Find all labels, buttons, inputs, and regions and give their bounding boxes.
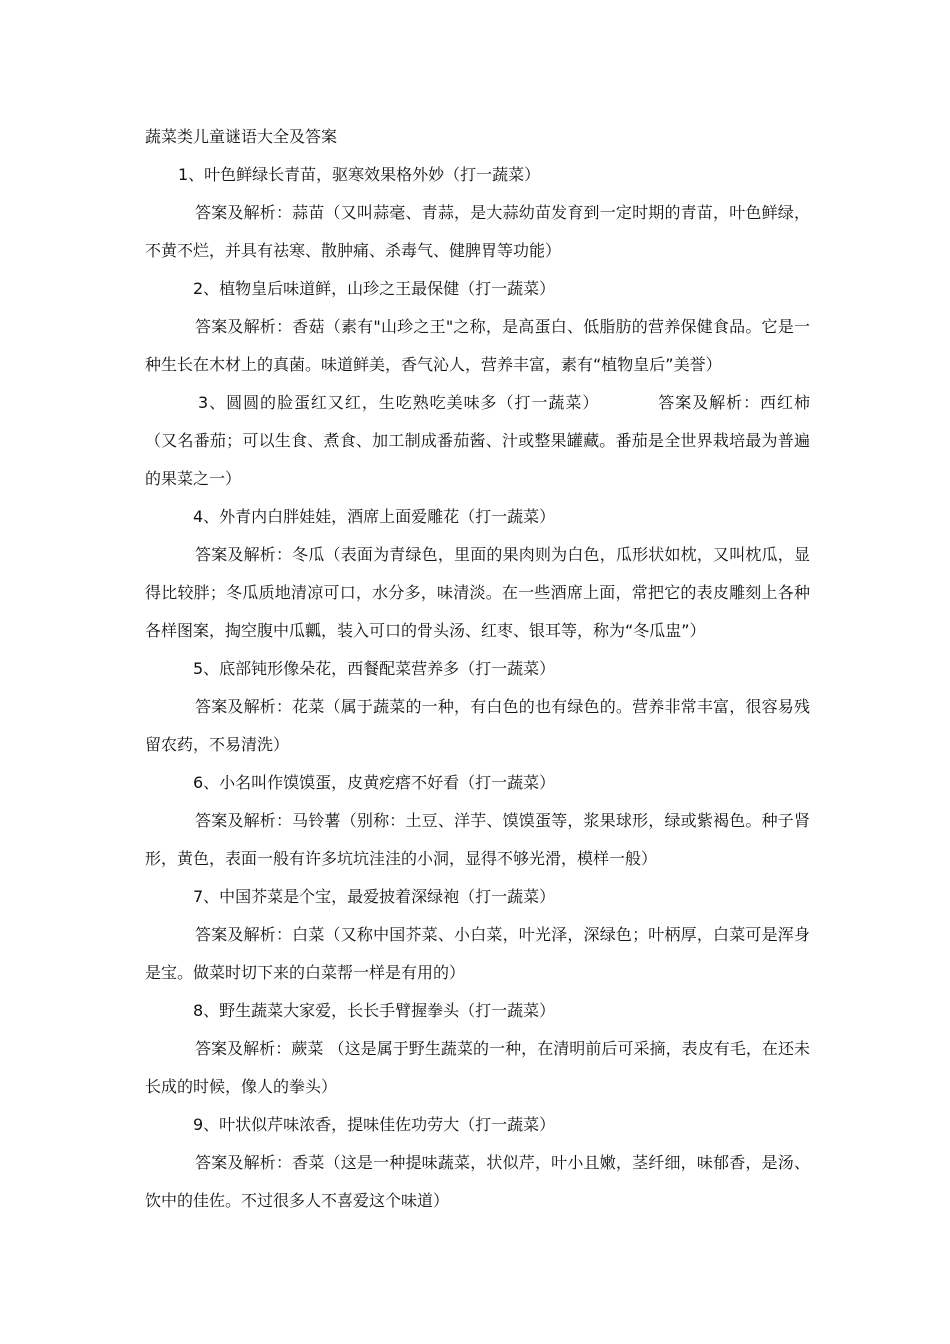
riddle-question: 1、叶色鲜绿长青苗，驱寒效果格外妙（打一蔬菜） xyxy=(178,165,541,184)
riddle-item-7 xyxy=(145,878,810,992)
riddle-item-5 xyxy=(145,650,810,764)
riddle-item-9 xyxy=(145,1106,810,1220)
riddle-item-4 xyxy=(145,498,810,650)
riddle-answer: 答案及解析：花菜（属于蔬菜的一种，有白色的也有绿色的。营养非常丰富，很容易残留农药，不易清洗） xyxy=(145,697,810,754)
riddle-answer: 答案及解析：香菜（这是一种提味蔬菜，状似芹，叶小且嫩，茎纤细，味郁香，是汤、饮中的佳佐。不过很多人不喜爱这个味道） xyxy=(145,1153,810,1210)
riddle-answer: 答案及解析：蕨菜 （这是属于野生蔬菜的一种，在清明前后可采摘，表皮有毛，在还未长成的时候，像人的拳头） xyxy=(145,1039,810,1096)
document-title: 蔬菜类儿童谜语大全及答案 xyxy=(145,127,338,146)
riddle-question: 6、小名叫作馍馍蛋，皮黄疙瘩不好看（打一蔬菜） xyxy=(193,773,556,792)
riddle-answer: 答案及解析：马铃薯（别称：土豆、洋芋、馍馍蛋等，浆果球形，绿或紫褐色。种子肾形，黄色，表面一般有许多坑坑洼洼的小洞，显得不够光滑，模样一般） xyxy=(145,811,810,868)
riddle-question-answer-combined xyxy=(145,384,810,498)
document-body xyxy=(145,118,810,1220)
riddle-answer: 答案及解析：白菜（又称中国芥菜、小白菜，叶光泽，深绿色；叶柄厚，白菜可是浑身是宝。做菜时切下来的白菜帮一样是有用的） xyxy=(145,925,810,982)
riddle-question: 2、植物皇后味道鲜，山珍之王最保健（打一蔬菜） xyxy=(193,279,556,298)
riddle-item-1 xyxy=(145,156,810,270)
riddle-item-6 xyxy=(145,764,810,878)
riddle-question: 9、叶状似芹味浓香，提味佳佐功劳大（打一蔬菜） xyxy=(193,1115,556,1134)
riddle-question: 3、圆圆的脸蛋红又红，生吃熟吃美味多（打一蔬菜） xyxy=(198,393,600,412)
riddle-answer: 答案及解析：西红柿（又名番茄；可以生食、煮食、加工制成番茄酱、汁或整果罐藏。番茄是全世界栽培最为普遍的果菜之一） xyxy=(145,393,810,488)
riddle-question: 7、中国芥菜是个宝，最爱披着深绿袍（打一蔬菜） xyxy=(193,887,556,906)
riddle-item-8 xyxy=(145,992,810,1106)
riddle-item-2 xyxy=(145,270,810,384)
riddle-question: 8、野生蔬菜大家爱，长长手臂握拳头（打一蔬菜） xyxy=(193,1001,556,1020)
riddle-answer: 答案及解析：蒜苗（又叫蒜毫、青蒜，是大蒜幼苗发育到一定时期的青苗，叶色鲜绿，不黄不烂，并具有祛寒、散肿痛、杀毒气、健脾胃等功能） xyxy=(145,203,810,260)
riddle-question: 5、底部钝形像朵花，西餐配菜营养多（打一蔬菜） xyxy=(193,659,556,678)
riddle-answer: 答案及解析：香菇（素有"山珍之王"之称，是高蛋白、低脂肪的营养保健食品。它是一种生长在木材上的真菌。味道鲜美，香气沁人，营养丰富，素有“植物皇后”美誉） xyxy=(145,317,810,374)
riddle-answer: 答案及解析：冬瓜（表面为青绿色，里面的果肉则为白色，瓜形状如枕，又叫枕瓜，显得比较胖；冬瓜质地清凉可口，水分多，味清淡。在一些酒席上面，常把它的表皮雕刻上各种各样图案，掏空腹中瓜瓤，装入可口的骨头汤、红枣、银耳等，称为“冬瓜盅”） xyxy=(145,545,810,640)
riddle-question: 4、外青内白胖娃娃，酒席上面爱雕花（打一蔬菜） xyxy=(193,507,556,526)
riddle-item-3 xyxy=(145,384,810,498)
